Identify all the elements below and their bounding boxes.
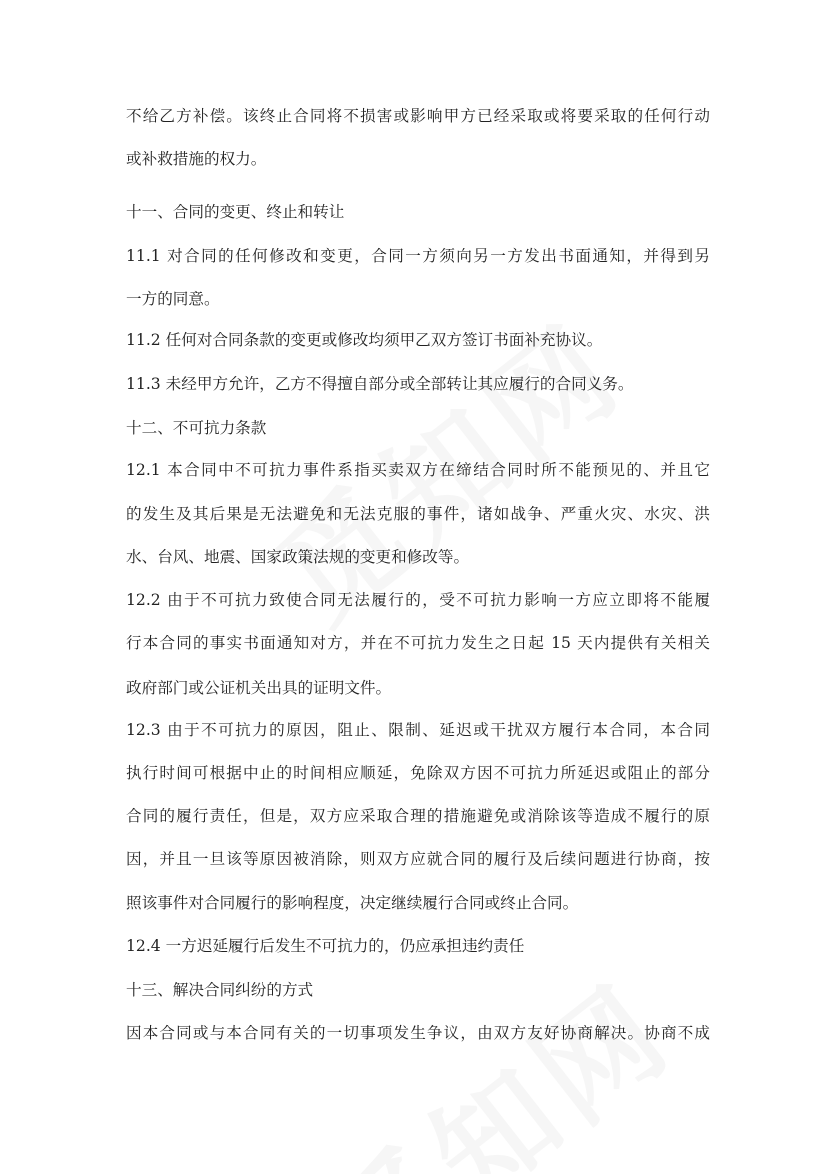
text-line: 合同的履行责任，但是，双方应采取合理的措施避免或消除该等造成不履行的原	[126, 807, 710, 825]
text-line: 11.1 对合同的任何修改和变更，合同一方须向另一方发出书面通知，并得到另	[126, 247, 710, 265]
section-heading: 十一、合同的变更、终止和转让	[126, 203, 345, 221]
text-line: 11.2 任何对合同条款的变更或修改均须甲乙双方签订书面补充协议。	[126, 331, 603, 349]
text-line: 12.3 由于不可抗力的原因，阻止、限制、延迟或干扰双方履行本合同，本合同	[126, 721, 710, 739]
section-heading: 十三、解决合同纠纷的方式	[126, 981, 314, 999]
text-line: 或补救措施的权力。	[126, 150, 267, 168]
text-line: 11.3 未经甲方允许，乙方不得擅自部分或全部转让其应履行的合同义务。	[126, 375, 634, 393]
text-line: 的发生及其后果是无法避免和无法克服的事件，诸如战争、严重火灾、水灾、洪	[126, 505, 710, 523]
text-line: 因，并且一旦该等原因被消除，则双方应就合同的履行及后续问题进行协商，按	[126, 850, 710, 868]
text-line: 行本合同的事实书面通知对方，并在不可抗力发生之日起 15 天内提供有关相关	[126, 634, 710, 652]
text-line: 执行时间可根据中止的时间相应顺延，免除双方因不可抗力所延迟或阻止的部分	[126, 764, 710, 782]
text-line: 水、台风、地震、国家政策法规的变更和修改等。	[126, 548, 470, 566]
watermark	[288, 938, 701, 1174]
text-line: 不给乙方补偿。该终止合同将不损害或影响甲方已经采取或将要采取的任何行动	[126, 107, 710, 125]
text-line: 12.2 由于不可抗力致使合同无法履行的，受不可抗力影响一方应立即将不能履	[126, 591, 710, 609]
text-line: 12.4 一方迟延履行后发生不可抗力的，仍应承担违约责任	[126, 937, 525, 955]
section-heading: 十二、不可抗力条款	[126, 419, 267, 437]
text-line: 因本合同或与本合同有关的一切事项发生争议，由双方友好协商解决。协商不成	[126, 1024, 710, 1042]
text-line: 照该事件对合同履行的影响程度，决定继续履行合同或终止合同。	[126, 894, 579, 912]
text-line: 12.1 本合同中不可抗力事件系指买卖双方在缔结合同时所不能预见的、并且它	[126, 461, 710, 479]
text-line: 一方的同意。	[126, 290, 220, 308]
text-line: 政府部门或公证机关出具的证明文件。	[126, 679, 392, 697]
